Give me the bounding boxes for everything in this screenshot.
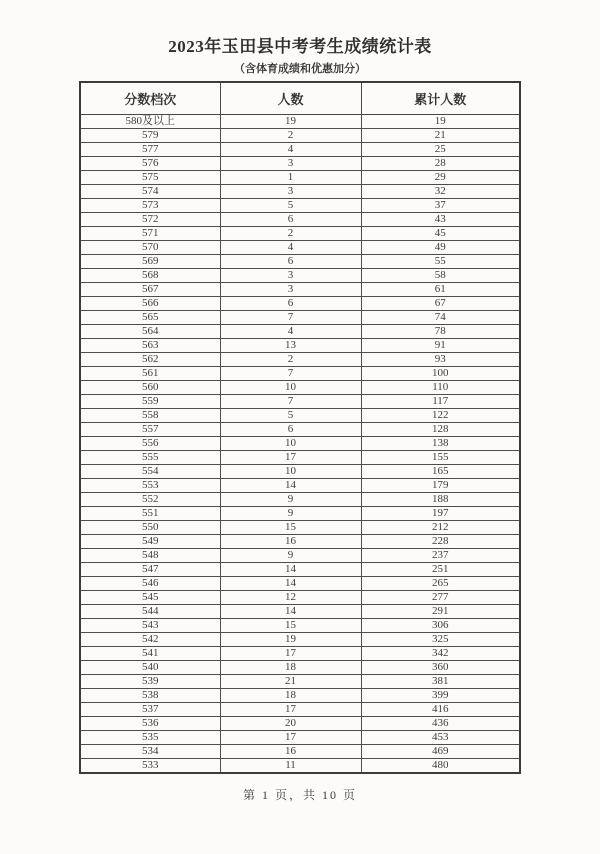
table-cell: 3 [220, 185, 361, 199]
table-cell: 546 [80, 577, 220, 591]
table-cell: 570 [80, 241, 220, 255]
table-cell: 14 [220, 479, 361, 493]
table-cell: 557 [80, 423, 220, 437]
table-cell: 21 [361, 129, 520, 143]
table-cell: 93 [361, 353, 520, 367]
table-cell: 14 [220, 563, 361, 577]
table-cell: 15 [220, 521, 361, 535]
table-cell: 16 [220, 535, 361, 549]
table-cell: 21 [220, 675, 361, 689]
table-cell: 11 [220, 759, 361, 774]
table-cell: 381 [361, 675, 520, 689]
table-row [80, 689, 520, 703]
table-cell: 19 [220, 633, 361, 647]
table-cell: 541 [80, 647, 220, 661]
table-cell: 2 [220, 227, 361, 241]
table-cell: 480 [361, 759, 520, 774]
table-cell: 342 [361, 647, 520, 661]
table-cell: 9 [220, 549, 361, 563]
table-cell: 576 [80, 157, 220, 171]
table-cell: 74 [361, 311, 520, 325]
table-cell: 16 [220, 745, 361, 759]
table-row [80, 493, 520, 507]
table-cell: 6 [220, 297, 361, 311]
table-cell: 5 [220, 409, 361, 423]
table-cell: 14 [220, 605, 361, 619]
table-cell: 6 [220, 255, 361, 269]
table-cell: 49 [361, 241, 520, 255]
table-cell: 13 [220, 339, 361, 353]
table-row [80, 549, 520, 563]
table-cell: 577 [80, 143, 220, 157]
table-row [80, 255, 520, 269]
table-row [80, 451, 520, 465]
table-cell: 572 [80, 213, 220, 227]
table-row [80, 129, 520, 143]
table-cell: 3 [220, 157, 361, 171]
table-row [80, 409, 520, 423]
table-cell: 540 [80, 661, 220, 675]
table-cell: 551 [80, 507, 220, 521]
table-cell: 3 [220, 283, 361, 297]
table-cell: 571 [80, 227, 220, 241]
table-cell: 10 [220, 465, 361, 479]
table-cell: 25 [361, 143, 520, 157]
table-cell: 556 [80, 437, 220, 451]
table-row [80, 143, 520, 157]
table-cell: 533 [80, 759, 220, 774]
table-row [80, 241, 520, 255]
table-cell: 574 [80, 185, 220, 199]
table-cell: 580及以上 [80, 115, 220, 129]
table-cell: 228 [361, 535, 520, 549]
table-row [80, 395, 520, 409]
page-title: 2023年玉田县中考考生成绩统计表 [168, 37, 432, 56]
table-cell: 399 [361, 689, 520, 703]
table-cell: 575 [80, 171, 220, 185]
table-cell: 543 [80, 619, 220, 633]
table-cell: 555 [80, 451, 220, 465]
header-cumulative-count: 累计人数 [361, 82, 520, 115]
table-cell: 2 [220, 129, 361, 143]
table-row [80, 633, 520, 647]
table-row [80, 115, 520, 129]
table-cell: 4 [220, 325, 361, 339]
table-cell: 128 [361, 423, 520, 437]
table-row [80, 227, 520, 241]
table-row [80, 521, 520, 535]
table-cell: 3 [220, 269, 361, 283]
table-cell: 197 [361, 507, 520, 521]
table-cell: 61 [361, 283, 520, 297]
table-row [80, 605, 520, 619]
table-row [80, 465, 520, 479]
table-cell: 567 [80, 283, 220, 297]
table-cell: 10 [220, 437, 361, 451]
table-row [80, 507, 520, 521]
table-cell: 561 [80, 367, 220, 381]
table-row [80, 339, 520, 353]
table-row [80, 759, 520, 774]
table-row [80, 577, 520, 591]
table-row [80, 381, 520, 395]
table-cell: 544 [80, 605, 220, 619]
table-row [80, 675, 520, 689]
table-cell: 547 [80, 563, 220, 577]
table-cell: 265 [361, 577, 520, 591]
page-number-footer: 第 1 页，共 10 页 [242, 788, 357, 802]
table-cell: 55 [361, 255, 520, 269]
table-cell: 17 [220, 703, 361, 717]
table-row [80, 325, 520, 339]
table-row [80, 619, 520, 633]
header-count: 人数 [220, 82, 361, 115]
table-cell: 436 [361, 717, 520, 731]
table-cell: 360 [361, 661, 520, 675]
table-header-row [80, 82, 520, 115]
table-cell: 237 [361, 549, 520, 563]
table-row [80, 745, 520, 759]
table-cell: 4 [220, 241, 361, 255]
table-cell: 179 [361, 479, 520, 493]
table-row [80, 353, 520, 367]
table-cell: 7 [220, 311, 361, 325]
table-cell: 5 [220, 199, 361, 213]
table-cell: 2 [220, 353, 361, 367]
table-cell: 29 [361, 171, 520, 185]
table-cell: 552 [80, 493, 220, 507]
table-row [80, 157, 520, 171]
score-statistics-table [79, 81, 521, 774]
table-row [80, 563, 520, 577]
table-cell: 549 [80, 535, 220, 549]
table-cell: 7 [220, 395, 361, 409]
table-cell: 20 [220, 717, 361, 731]
table-row [80, 269, 520, 283]
table-cell: 566 [80, 297, 220, 311]
table-cell: 565 [80, 311, 220, 325]
table-cell: 573 [80, 199, 220, 213]
table-cell: 15 [220, 619, 361, 633]
table-cell: 548 [80, 549, 220, 563]
table-cell: 553 [80, 479, 220, 493]
table-cell: 18 [220, 661, 361, 675]
table-cell: 58 [361, 269, 520, 283]
table-cell: 19 [361, 115, 520, 129]
table-cell: 110 [361, 381, 520, 395]
table-cell: 45 [361, 227, 520, 241]
table-cell: 43 [361, 213, 520, 227]
header-score-range: 分数档次 [80, 82, 220, 115]
table-cell: 563 [80, 339, 220, 353]
table-cell: 534 [80, 745, 220, 759]
table-cell: 6 [220, 423, 361, 437]
table-cell: 559 [80, 395, 220, 409]
table-cell: 17 [220, 647, 361, 661]
table-cell: 155 [361, 451, 520, 465]
table-header [80, 82, 520, 115]
table-cell: 188 [361, 493, 520, 507]
table-row [80, 479, 520, 493]
table-cell: 560 [80, 381, 220, 395]
table-cell: 12 [220, 591, 361, 605]
table-cell: 562 [80, 353, 220, 367]
table-cell: 550 [80, 521, 220, 535]
table-cell: 539 [80, 675, 220, 689]
table-cell: 251 [361, 563, 520, 577]
table-row [80, 367, 520, 381]
table-cell: 14 [220, 577, 361, 591]
table-cell: 17 [220, 451, 361, 465]
table-cell: 67 [361, 297, 520, 311]
table-cell: 1 [220, 171, 361, 185]
table-cell: 545 [80, 591, 220, 605]
table-cell: 554 [80, 465, 220, 479]
table-row [80, 591, 520, 605]
table-cell: 6 [220, 213, 361, 227]
table-row [80, 171, 520, 185]
table-cell: 537 [80, 703, 220, 717]
table-row [80, 283, 520, 297]
table-cell: 37 [361, 199, 520, 213]
table-row [80, 199, 520, 213]
table-cell: 9 [220, 507, 361, 521]
table-cell: 18 [220, 689, 361, 703]
table-row [80, 213, 520, 227]
table-cell: 579 [80, 129, 220, 143]
table-cell: 569 [80, 255, 220, 269]
table-cell: 469 [361, 745, 520, 759]
table-cell: 165 [361, 465, 520, 479]
page-subtitle: （含体育成绩和优惠加分） [234, 63, 366, 75]
table-cell: 291 [361, 605, 520, 619]
table-cell: 535 [80, 731, 220, 745]
table-cell: 306 [361, 619, 520, 633]
table-cell: 538 [80, 689, 220, 703]
table-cell: 9 [220, 493, 361, 507]
score-table-body [80, 115, 520, 774]
table-row [80, 185, 520, 199]
table-cell: 277 [361, 591, 520, 605]
table-cell: 100 [361, 367, 520, 381]
table-cell: 78 [361, 325, 520, 339]
table-row [80, 717, 520, 731]
table-row [80, 423, 520, 437]
table-cell: 542 [80, 633, 220, 647]
table-row [80, 437, 520, 451]
table-cell: 32 [361, 185, 520, 199]
table-cell: 122 [361, 409, 520, 423]
table-cell: 7 [220, 367, 361, 381]
table-cell: 212 [361, 521, 520, 535]
table-cell: 564 [80, 325, 220, 339]
table-cell: 4 [220, 143, 361, 157]
table-row [80, 535, 520, 549]
table-cell: 19 [220, 115, 361, 129]
table-row [80, 731, 520, 745]
table-cell: 91 [361, 339, 520, 353]
table-cell: 17 [220, 731, 361, 745]
table-row [80, 311, 520, 325]
table-cell: 117 [361, 395, 520, 409]
table-row [80, 297, 520, 311]
table-cell: 416 [361, 703, 520, 717]
table-cell: 453 [361, 731, 520, 745]
table-cell: 568 [80, 269, 220, 283]
table-cell: 10 [220, 381, 361, 395]
table-cell: 536 [80, 717, 220, 731]
table-row [80, 703, 520, 717]
table-cell: 138 [361, 437, 520, 451]
table-row [80, 661, 520, 675]
table-cell: 28 [361, 157, 520, 171]
table-cell: 558 [80, 409, 220, 423]
table-cell: 325 [361, 633, 520, 647]
table-row [80, 647, 520, 661]
